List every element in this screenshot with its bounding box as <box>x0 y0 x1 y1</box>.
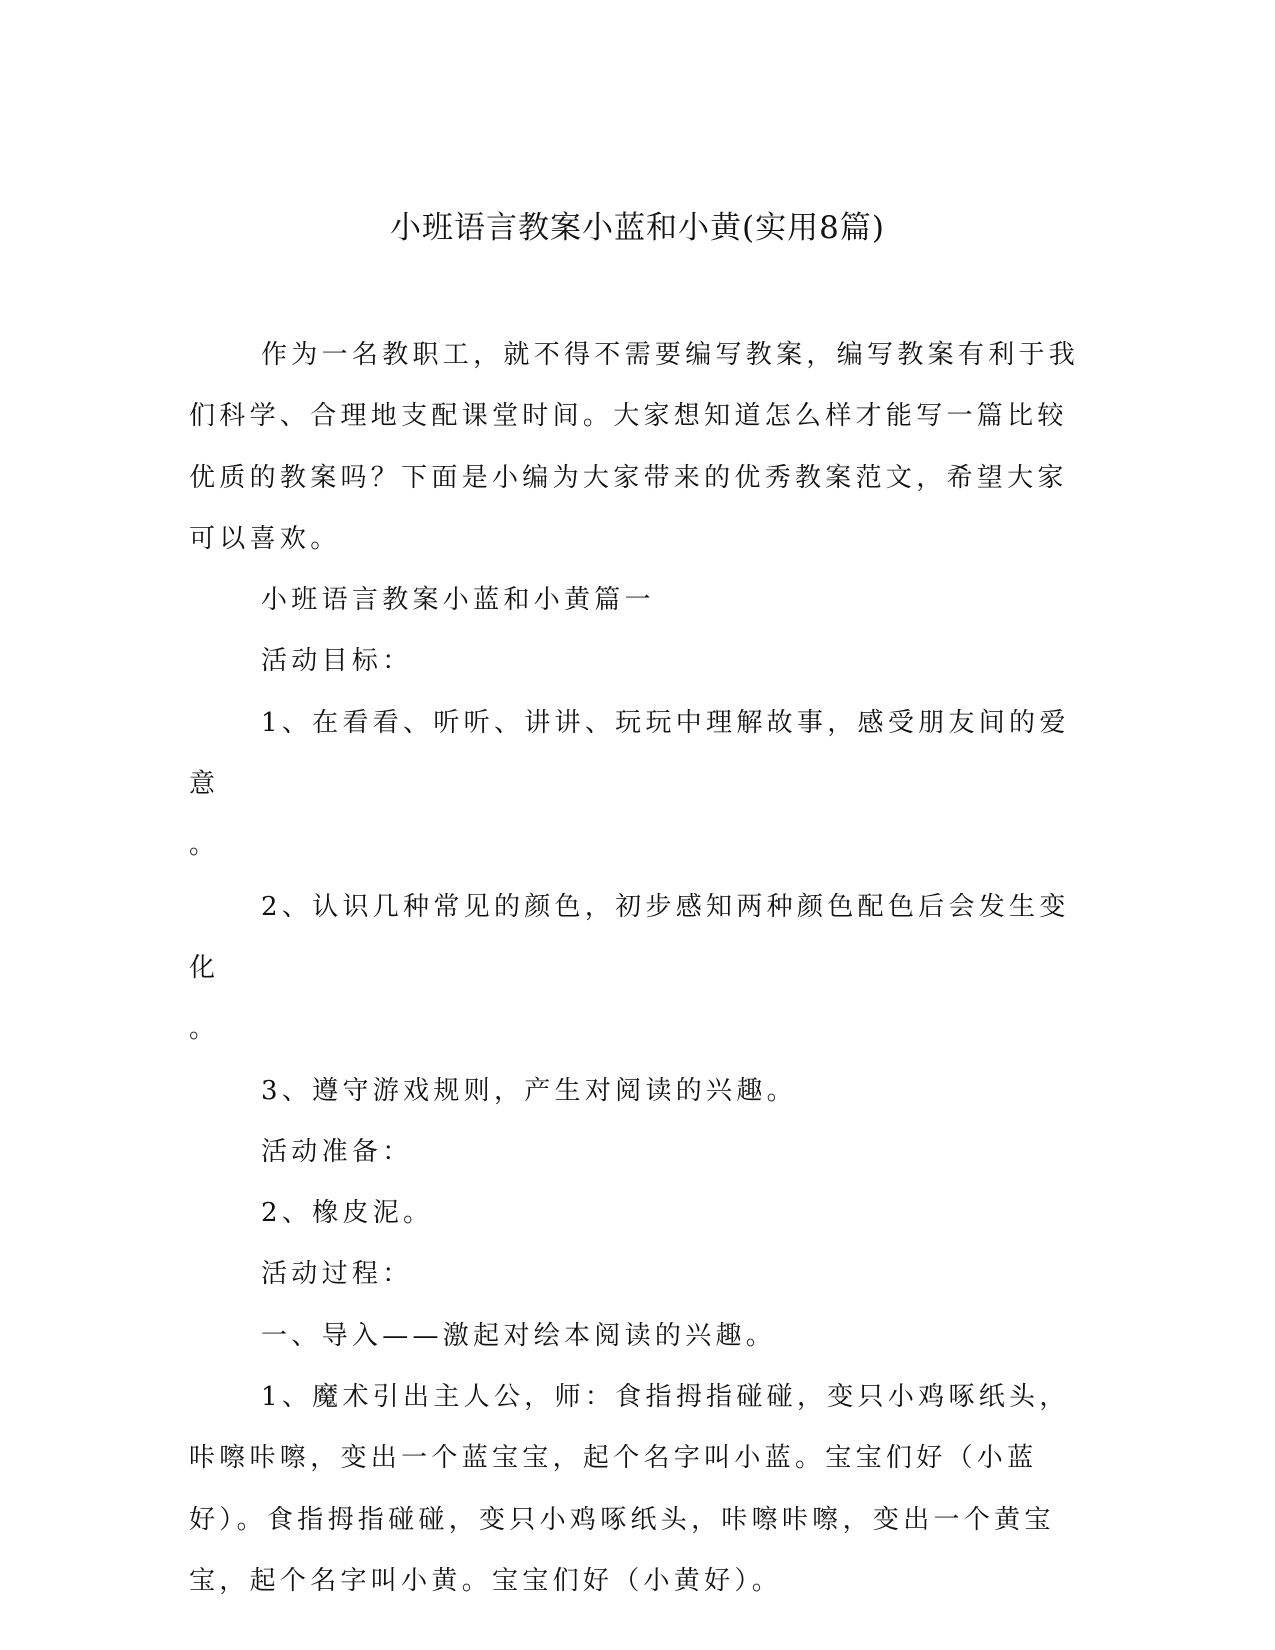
objective-item-2: 2、认识几种常见的颜色，初步感知两种颜色配色后会发生变化 <box>189 891 1070 983</box>
objective-item-3: 3、遵守游戏规则，产生对阅读的兴趣。 <box>261 1075 797 1106</box>
document-body <box>189 325 1081 1612</box>
section-heading: 小班语言教案小蓝和小黄篇一 <box>261 585 655 616</box>
process-step-1: 一、导入——激起对绘本阅读的兴趣。 <box>261 1320 777 1351</box>
preparation-item-2: 2、橡皮泥。 <box>261 1198 434 1229</box>
objective-item-1: 1、在看看、听听、讲讲、玩玩中理解故事，感受朋友间的爱意 <box>189 707 1070 800</box>
subheading-process: 活动过程： <box>261 1259 413 1290</box>
process-detail-1: 1、魔术引出主人公，师：食指拇指碰碰，变只小鸡啄纸头，咔嚓咔嚓，变出一个蓝宝宝，起个名字叫小蓝。宝宝们好（小蓝好）。食指拇指碰碰，变只小鸡啄纸头，咔嚓咔嚓，变出一个黄宝宝，起个名字叫小黄。宝宝们好（小黄好）。 <box>189 1382 1070 1596</box>
subheading-objectives: 活动目标： <box>261 646 413 677</box>
subheading-preparation: 活动准备： <box>261 1136 413 1167</box>
intro-paragraph: 作为一名教职工，就不得不需要编写教案，编写教案有利于我们科学、合理地支配课堂时间。大家想知道怎么样才能写一篇比较优质的教案吗？下面是小编为大家带来的优秀教案范文，希望大家可以喜欢。 <box>189 340 1080 554</box>
objective-item-2-tail: 。 <box>189 1014 220 1045</box>
objective-item-1-tail: 。 <box>189 830 220 861</box>
document-title: 小班语言教案小蓝和小黄(实用8篇) <box>390 210 885 246</box>
